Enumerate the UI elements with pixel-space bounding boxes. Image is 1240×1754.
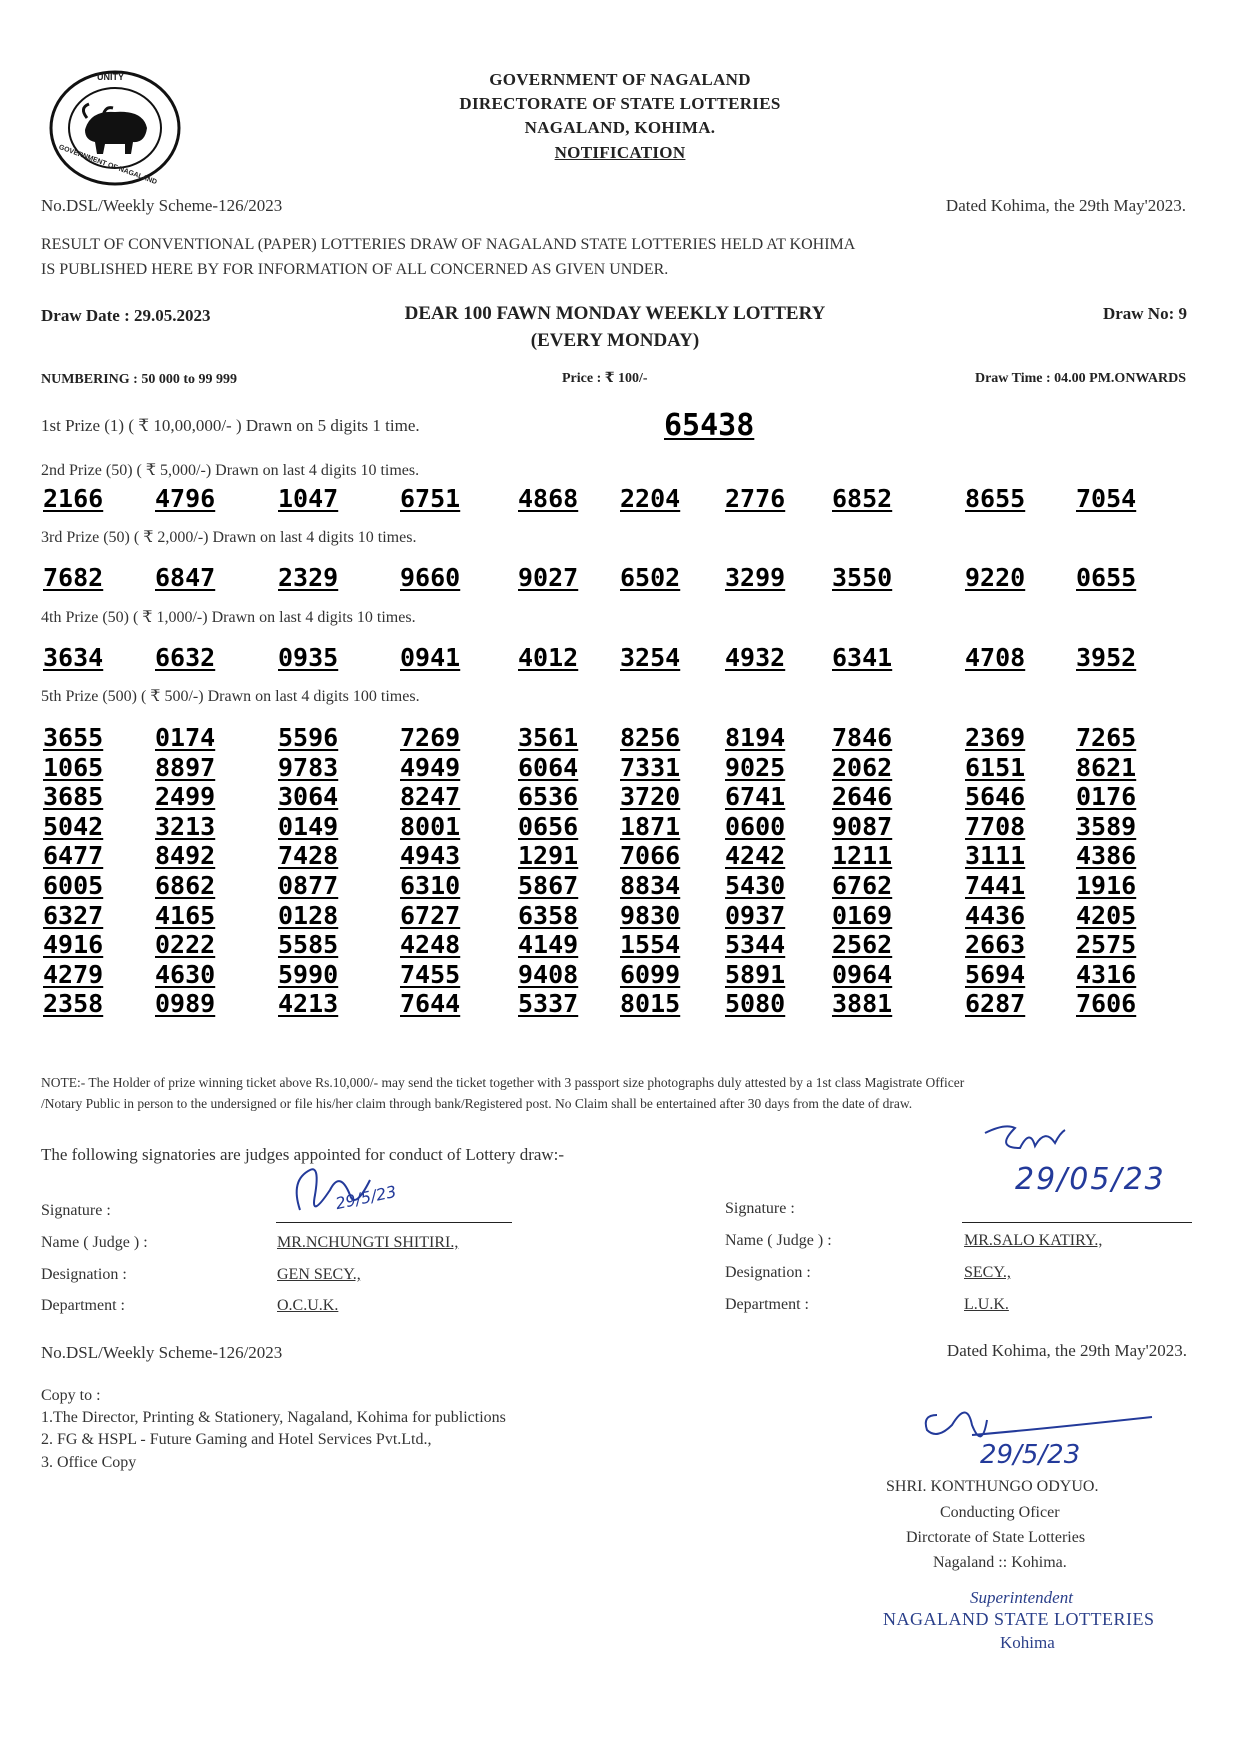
third-prize-label: 3rd Prize (50) ( ₹ 2,000/-) Drawn on last 4 digits 10 times. [41,529,417,546]
prize-number: 2663 [965,930,1026,960]
copy-to-label: Copy to : [41,1387,101,1404]
prize-number: 2575 [1076,930,1137,960]
prize-number: 8015 [620,989,681,1019]
prize-number: 5646 [965,782,1026,812]
prize-number: 7644 [400,989,461,1019]
reference-date: Dated Kohima, the 29th May'2023. [945,196,1186,215]
prize-number: 8621 [1076,752,1137,782]
prize-number: 5344 [725,930,786,960]
prize-number: 9025 [725,752,786,782]
prize-number: 4436 [965,900,1026,930]
prize-number: 5596 [278,723,339,752]
prize-number: 4796 [155,484,216,513]
officer-name: SHRI. KONTHUNGO ODYUO. [886,1478,1099,1495]
stamp-place: Kohima [1000,1633,1055,1652]
prize-number: 4213 [278,989,339,1019]
prize-number: 2062 [832,752,893,782]
prize-number: 7682 [43,563,104,592]
prize-number: 6862 [155,871,216,900]
fifth-prize-label: 5th Prize (500) ( ₹ 500/-) Drawn on last 4 digits 100 times. [41,688,420,705]
prize-number: 0935 [278,643,339,672]
fifth-prize-row [0,960,1240,990]
prize-number: 7054 [1076,484,1137,513]
left-name-label: Name ( Judge ) : [41,1234,148,1251]
prize-number: 6358 [518,900,579,930]
prize-number: 6741 [725,782,786,812]
officer-title: Conducting Oficer [940,1504,1060,1521]
prize-number: 0941 [400,643,461,672]
prize-number: 3111 [965,841,1026,871]
prize-number: 9087 [832,811,893,841]
stamp-organization: NAGALAND STATE LOTTERIES [883,1609,1155,1629]
ticket-price: Price : ₹ 100/- [562,371,648,386]
prize-number: 4165 [155,900,216,930]
prize-number: 2646 [832,782,893,812]
numbering-range: NUMBERING : 50 000 to 99 999 [41,372,237,387]
fifth-prize-row [0,841,1240,871]
prize-number: 8256 [620,723,681,752]
prize-number: 0174 [155,723,216,752]
prize-number: 4708 [965,643,1026,672]
copy-item: 2. FG & HSPL - Future Gaming and Hotel Services Pvt.Ltd., [41,1431,432,1448]
note-line-1: NOTE:- The Holder of prize winning ticket above Rs.10,000/- may send the ticket together with 3 passport size photographs duly attested by a 1st class Magistrate Officer [41,1075,965,1090]
prize-number: 7708 [965,811,1026,841]
prize-number: 4242 [725,841,786,871]
prize-number: 0989 [155,989,216,1019]
reference-number: No.DSL/Weekly Scheme-126/2023 [41,196,283,215]
prize-number: 6751 [400,484,461,513]
prize-number: 6852 [832,484,893,513]
prize-number: 5891 [725,959,786,989]
left-judge-department: O.C.U.K. [277,1297,339,1314]
lottery-title: DEAR 100 FAWN MONDAY WEEKLY LOTTERY [404,303,826,324]
judges-intro: The following signatories are judges appointed for conduct of Lottery draw:- [41,1145,565,1164]
intro-line-2: IS PUBLISHED HERE BY FOR INFORMATION OF ALL CONCERNED AS GIVEN UNDER. [41,261,669,278]
prize-number: 8001 [400,811,461,841]
left-department-label: Department : [41,1297,125,1314]
prize-number: 6502 [620,563,681,592]
fifth-prize-row [0,930,1240,960]
prize-number: 4932 [725,643,786,672]
header-directorate: DIRECTORATE OF STATE LOTTERIES [459,94,781,113]
prize-number: 9027 [518,563,579,592]
prize-number: 4943 [400,841,461,871]
prize-number: 2166 [43,484,104,513]
footer-reference-date: Dated Kohima, the 29th May'2023. [946,1341,1187,1360]
prize-number: 3064 [278,782,339,812]
emblem-top-text: UNITY [97,72,124,82]
note-line-2: /Notary Public in person to the undersigned or file his/her claim through bank/Registered post. No Claim shall be entertained after 30 days from the date of draw. [41,1096,913,1111]
prize-number: 3881 [832,989,893,1019]
prize-number: 4279 [43,959,104,989]
prize-number: 3561 [518,723,579,752]
left-judge-date: 29/5/23 [333,1181,398,1214]
prize-number: 3655 [43,723,104,752]
prize-number: 3685 [43,782,104,812]
prize-number: 5337 [518,989,579,1019]
prize-number: 4630 [155,959,216,989]
prize-number: 6310 [400,871,461,900]
lottery-subtitle: (EVERY MONDAY) [530,330,700,351]
prize-number: 0964 [832,959,893,989]
prize-number: 0169 [832,900,893,930]
prize-number: 2358 [43,989,104,1019]
prize-number: 2499 [155,782,216,812]
first-prize-label: 1st Prize (1) ( ₹ 10,00,000/- ) Drawn on 5 digits 1 time. [41,416,420,435]
intro-line-1: RESULT OF CONVENTIONAL (PAPER) LOTTERIES DRAW OF NAGALAND STATE LOTTERIES HELD AT KOHIMA [41,236,856,253]
prize-number: 9408 [518,959,579,989]
left-judge-signature [280,1150,410,1230]
prize-number: 3589 [1076,811,1137,841]
prize-number: 2369 [965,723,1026,752]
prize-number: 4316 [1076,959,1137,989]
prize-number: 6727 [400,900,461,930]
prize-number: 1211 [832,841,893,871]
prize-number: 9660 [400,563,461,592]
prize-number: 1554 [620,930,681,960]
fifth-prize-row [0,989,1240,1019]
prize-number: 6287 [965,989,1026,1019]
prize-number: 5585 [278,930,339,960]
copy-item: 1.The Director, Printing & Stationery, Nagaland, Kohima for publictions [41,1409,506,1426]
prize-number: 0176 [1076,782,1137,812]
stamp-superintendent: Superintendent [970,1588,1073,1607]
prize-number: 6632 [155,643,216,672]
prize-number: 4149 [518,930,579,960]
fifth-prize-row [0,723,1240,753]
second-prize-label: 2nd Prize (50) ( ₹ 5,000/-) Drawn on last 4 digits 10 times. [41,462,420,479]
prize-number: 4248 [400,930,461,960]
officer-organization: Dirctorate of State Lotteries [906,1529,1086,1546]
draw-time: Draw Time : 04.00 PM.ONWARDS [974,371,1186,386]
prize-number: 0877 [278,871,339,900]
fifth-prize-row [0,871,1240,901]
prize-number: 5990 [278,959,339,989]
fourth-prize-row [0,643,1240,673]
prize-number: 1047 [278,484,339,513]
header-notification: NOTIFICATION [554,143,686,162]
prize-number: 2329 [278,563,339,592]
prize-number: 7066 [620,841,681,871]
first-prize-number: 65438 [664,408,755,443]
prize-number: 3952 [1076,643,1137,672]
prize-number: 7441 [965,871,1026,900]
prize-number: 6341 [832,643,893,672]
officer-place: Nagaland :: Kohima. [933,1554,1067,1571]
prize-number: 9783 [278,752,339,782]
prize-number: 4949 [400,752,461,782]
right-judge-signature [975,1118,1095,1168]
prize-number: 7846 [832,723,893,752]
prize-number: 5042 [43,811,104,841]
right-judge-department: L.U.K. [964,1296,1009,1313]
prize-number: 0655 [1076,563,1137,592]
right-department-label: Department : [725,1296,809,1313]
right-signature-line [962,1222,1192,1223]
left-signature-label: Signature : [41,1202,111,1219]
left-designation-label: Designation : [41,1266,127,1283]
copy-item: 3. Office Copy [41,1454,137,1471]
prize-number: 3213 [155,811,216,841]
prize-number: 0149 [278,811,339,841]
prize-number: 6847 [155,563,216,592]
prize-number: 3720 [620,782,681,812]
left-judge-name: MR.NCHUNGTI SHITIRI., [277,1234,459,1251]
right-name-label: Name ( Judge ) : [725,1232,832,1249]
prize-number: 6151 [965,752,1026,782]
prize-number: 2776 [725,484,786,513]
prize-number: 5694 [965,959,1026,989]
prize-number: 4868 [518,484,579,513]
left-judge-designation: GEN SECY., [277,1266,361,1283]
fourth-prize-label: 4th Prize (50) ( ₹ 1,000/-) Drawn on last 4 digits 10 times. [41,609,416,626]
prize-number: 3254 [620,643,681,672]
prize-number: 0600 [725,811,786,841]
prize-number: 7269 [400,723,461,752]
header-government: GOVERNMENT OF NAGALAND [489,70,751,89]
prize-number: 5080 [725,989,786,1019]
prize-number: 5867 [518,871,579,900]
prize-number: 1291 [518,841,579,871]
prize-number: 7455 [400,959,461,989]
prize-number: 0937 [725,900,786,930]
prize-number: 7606 [1076,989,1137,1019]
fifth-prize-row [0,812,1240,842]
prize-number: 4012 [518,643,579,672]
draw-number: Draw No: 9 [1102,304,1187,323]
prize-number: 8492 [155,841,216,871]
prize-number: 6005 [43,871,104,900]
prize-number: 7331 [620,752,681,782]
right-judge-name: MR.SALO KATIRY., [964,1232,1103,1249]
prize-number: 6477 [43,841,104,871]
right-judge-date: 29/05/23 [1015,1162,1166,1197]
third-prize-row [0,563,1240,593]
prize-number: 2562 [832,930,893,960]
prize-number: 8247 [400,782,461,812]
prize-number: 7265 [1076,723,1137,752]
prize-number: 6099 [620,959,681,989]
prize-number: 6327 [43,900,104,930]
right-signature-label: Signature : [725,1200,795,1217]
prize-number: 8897 [155,752,216,782]
header-location: NAGALAND, KOHIMA. [524,118,716,137]
prize-number: 5430 [725,871,786,900]
prize-number: 0656 [518,811,579,841]
prize-number: 1871 [620,811,681,841]
prize-number: 1065 [43,752,104,782]
officer-signature-date: 29/5/23 [980,1440,1081,1470]
prize-number: 2204 [620,484,681,513]
prize-number: 6064 [518,752,579,782]
fifth-prize-row [0,782,1240,812]
prize-number: 6762 [832,871,893,900]
prize-number: 3634 [43,643,104,672]
footer-reference-number: No.DSL/Weekly Scheme-126/2023 [41,1343,283,1362]
prize-number: 4205 [1076,900,1137,930]
fifth-prize-row [0,901,1240,931]
right-judge-designation: SECY., [964,1264,1011,1281]
prize-number: 1916 [1076,871,1137,900]
prize-number: 9830 [620,900,681,930]
right-designation-label: Designation : [725,1264,811,1281]
prize-number: 6536 [518,782,579,812]
prize-number: 0222 [155,930,216,960]
prize-number: 4386 [1076,841,1137,871]
prize-number: 3550 [832,563,893,592]
second-prize-row [0,484,1240,514]
prize-number: 8194 [725,723,786,752]
prize-number: 3299 [725,563,786,592]
fifth-prize-row [0,753,1240,783]
prize-number: 9220 [965,563,1026,592]
prize-number: 0128 [278,900,339,930]
emblem-bottom-text: GOVERNMENT OF NAGALAND [57,143,158,187]
prize-number: 4916 [43,930,104,960]
draw-date: Draw Date : 29.05.2023 [41,306,211,325]
prize-number: 8834 [620,871,681,900]
prize-number: 7428 [278,841,339,871]
prize-number: 8655 [965,484,1026,513]
